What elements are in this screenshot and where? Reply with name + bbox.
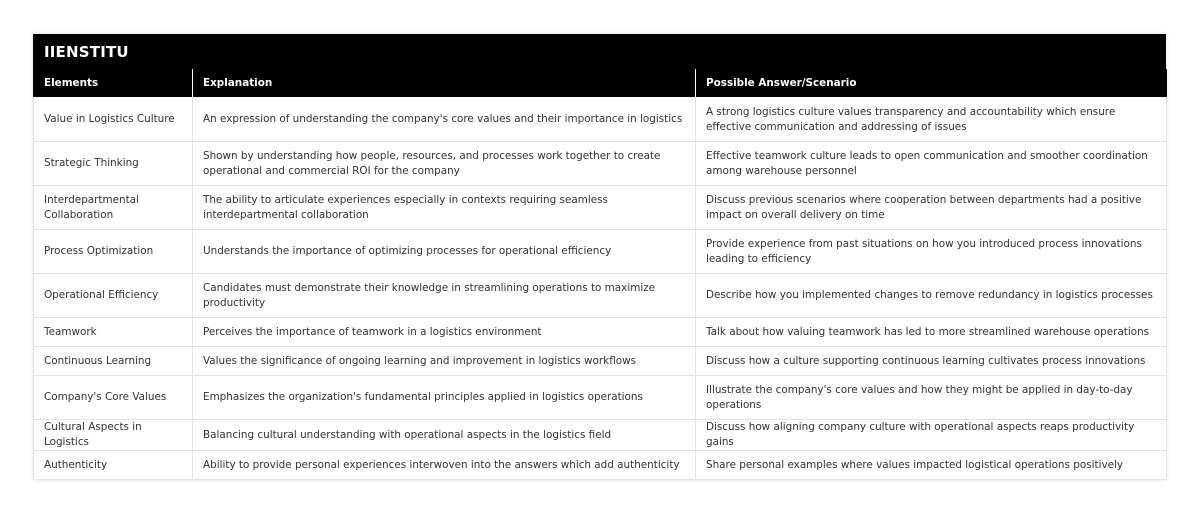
table-row xyxy=(34,142,1167,186)
data-table xyxy=(33,69,1167,480)
cell-explanation: Values the significance of ongoing learning and improvement in logistics workflows xyxy=(193,347,696,376)
column-header-answer: Possible Answer/Scenario xyxy=(696,69,1167,98)
cell-explanation: Understands the importance of optimizing processes for operational efficiency xyxy=(193,230,696,274)
cell-element: Teamwork xyxy=(34,318,193,347)
cell-element: Strategic Thinking xyxy=(34,142,193,186)
table-row xyxy=(34,98,1167,142)
table-body xyxy=(34,98,1167,480)
cell-element: Process Optimization xyxy=(34,230,193,274)
cell-element: Value in Logistics Culture xyxy=(34,98,193,142)
cell-element: Authenticity xyxy=(34,451,193,480)
cell-answer: Describe how you implemented changes to remove redundancy in logistics processes xyxy=(696,274,1167,318)
cell-explanation: Ability to provide personal experiences interwoven into the answers which add authenticity xyxy=(193,451,696,480)
cell-answer: A strong logistics culture values transparency and accountability which ensure effective communication and addressing of issues xyxy=(696,98,1167,142)
cell-explanation: Emphasizes the organization's fundamental principles applied in logistics operations xyxy=(193,376,696,420)
cell-element: Operational Efficiency xyxy=(34,274,193,318)
table-row xyxy=(34,318,1167,347)
cell-explanation: Shown by understanding how people, resources, and processes work together to create operational and commercial ROI for the company xyxy=(193,142,696,186)
cell-answer: Discuss previous scenarios where cooperation between departments had a positive impact on overall delivery on time xyxy=(696,186,1167,230)
table-row xyxy=(34,376,1167,420)
table-row xyxy=(34,274,1167,318)
cell-answer: Effective teamwork culture leads to open communication and smoother coordination among warehouse personnel xyxy=(696,142,1167,186)
cell-element: Cultural Aspects in Logistics xyxy=(34,420,193,451)
cell-element: Company's Core Values xyxy=(34,376,193,420)
cell-element: Interdepartmental Collaboration xyxy=(34,186,193,230)
brand-title: IIENSTITU xyxy=(33,34,1166,69)
table-row xyxy=(34,347,1167,376)
cell-explanation: Candidates must demonstrate their knowledge in streamlining operations to maximize productivity xyxy=(193,274,696,318)
cell-answer: Discuss how a culture supporting continuous learning cultivates process innovations xyxy=(696,347,1167,376)
cell-element: Continuous Learning xyxy=(34,347,193,376)
cell-explanation: Perceives the importance of teamwork in a logistics environment xyxy=(193,318,696,347)
table-header xyxy=(34,69,1167,98)
cell-explanation: An expression of understanding the company's core values and their importance in logistics xyxy=(193,98,696,142)
table-row xyxy=(34,420,1167,451)
header-row xyxy=(34,69,1167,98)
cell-explanation: The ability to articulate experiences especially in contexts requiring seamless interdepartmental collaboration xyxy=(193,186,696,230)
cell-answer: Talk about how valuing teamwork has led to more streamlined warehouse operations xyxy=(696,318,1167,347)
cell-answer: Illustrate the company's core values and how they might be applied in day-to-day operations xyxy=(696,376,1167,420)
table-row xyxy=(34,230,1167,274)
column-header-explanation: Explanation xyxy=(193,69,696,98)
cell-answer: Discuss how aligning company culture with operational aspects reaps productivity gains xyxy=(696,420,1167,451)
cell-answer: Share personal examples where values impacted logistical operations positively xyxy=(696,451,1167,480)
table-container xyxy=(33,34,1166,480)
cell-answer: Provide experience from past situations on how you introduced process innovations leading to efficiency xyxy=(696,230,1167,274)
cell-explanation: Balancing cultural understanding with operational aspects in the logistics field xyxy=(193,420,696,451)
column-header-elements: Elements xyxy=(34,69,193,98)
table-row xyxy=(34,451,1167,480)
table-row xyxy=(34,186,1167,230)
